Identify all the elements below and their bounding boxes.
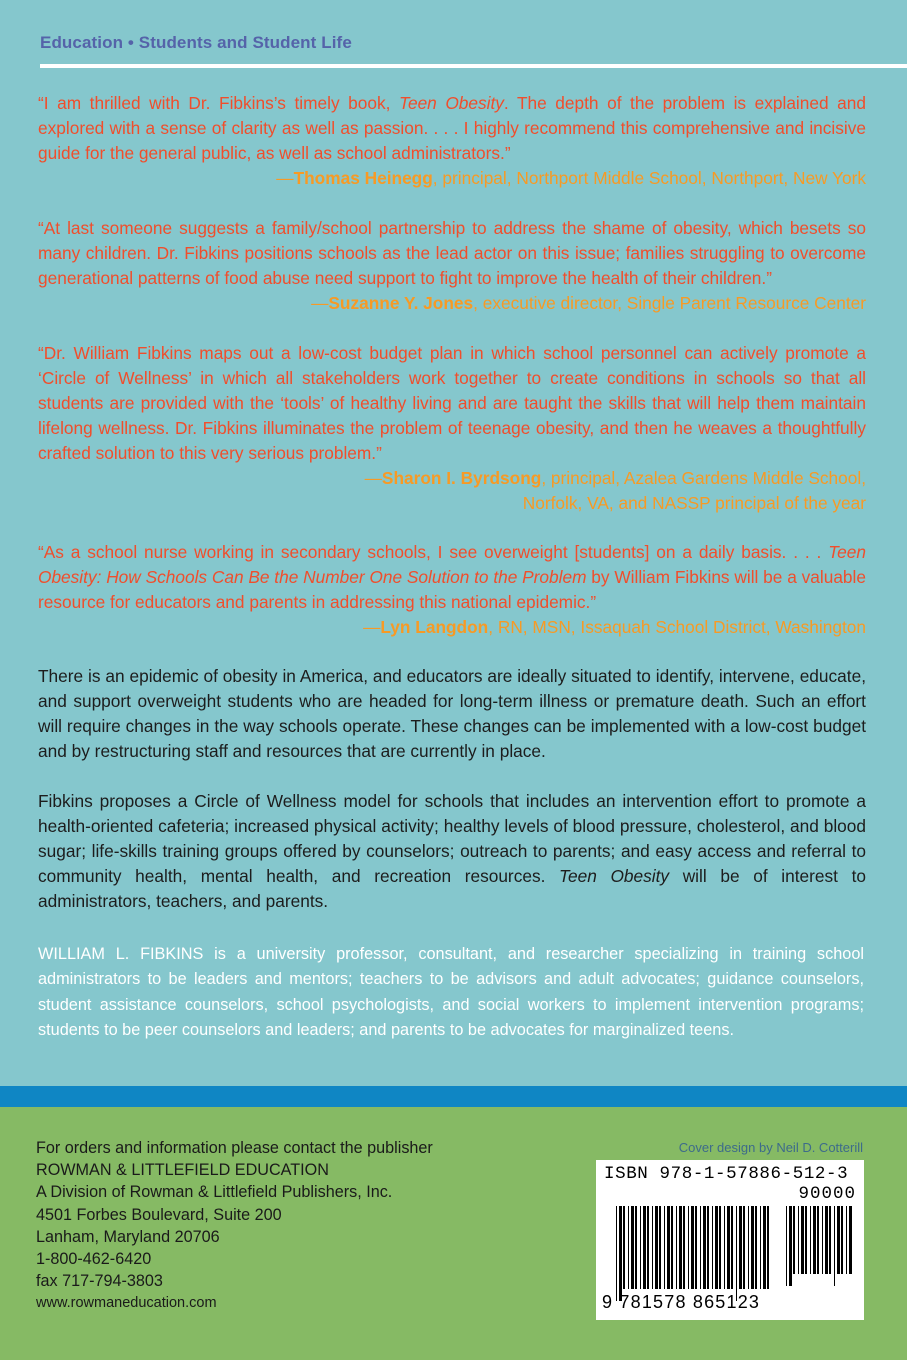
barcode-bar — [631, 1206, 634, 1289]
barcode-bar — [817, 1206, 819, 1274]
barcode-bar — [748, 1206, 749, 1289]
barcode-bar — [643, 1206, 646, 1289]
publisher-website: www.rowmaneducation.com — [36, 1295, 217, 1312]
quote-author: Thomas Heinegg — [293, 168, 433, 188]
barcode-bar — [635, 1206, 637, 1289]
barcode-bar — [736, 1206, 737, 1301]
barcode-bar — [659, 1206, 661, 1289]
barcode-digits: 9 781578 865123 — [602, 1292, 761, 1312]
barcode-bar — [616, 1206, 617, 1301]
quote-text: “I am thrilled with Dr. Fibkins’s timely book, — [38, 93, 399, 113]
quote-text: by William Fibkins will be a valuable resource for educators and parents in addressing this national epidemic.” — [38, 567, 866, 612]
publisher-info — [36, 1137, 433, 1315]
publisher-address: 4501 Forbes Boulevard, Suite 200 — [36, 1205, 282, 1224]
book-title: Teen Obesity — [559, 866, 670, 886]
barcode-bar — [810, 1206, 811, 1274]
quote-author-role: , executive director, Single Parent Resource Center — [473, 293, 866, 313]
barcode-bar — [743, 1206, 745, 1289]
barcode-bar — [724, 1206, 725, 1289]
barcode-bar — [667, 1206, 670, 1289]
author-bio — [38, 942, 864, 1043]
header-rule — [40, 64, 907, 68]
quote-2 — [38, 216, 866, 316]
barcode-bar — [655, 1206, 658, 1289]
quote-3 — [38, 341, 866, 516]
isbn-barcode — [596, 1160, 864, 1320]
addon-barcode-bars — [784, 1206, 854, 1301]
barcode-bar — [841, 1206, 843, 1274]
quote-author: Lyn Langdon — [380, 617, 489, 637]
barcode-bar — [719, 1206, 721, 1289]
quote-author-role: , principal, Northport Middle School, Northport, New York — [432, 168, 866, 188]
barcode-bar — [837, 1206, 840, 1274]
quote-text: . The depth of the problem is explained and explored with a sense of clarity as well as passion. . . . I highly recommend this comprehensive and incisive guide for the general public, as well as school administrators.” — [38, 93, 866, 163]
barcode-bar — [731, 1206, 733, 1289]
quote-author-role-line2: Norfolk, VA, and NASSP principal of the year — [522, 493, 866, 513]
quote-book-title: Teen Obesity — [398, 93, 504, 113]
description-paragraph-2: Fibkins proposes a Circle of Wellness model for schools that includes an intervention effort to promote a health-oriented cafeteria; increased physical activity; healthy levels of blood pressure, cholesterol, and blood sugar; life-skills training groups offered by counselors; outreach to parents; and easy access and referral to community health, mental health, and recreation resources. Teen Obesity will be of interest to administrators, teachers, and parents. — [38, 791, 866, 911]
quote-author-role: , RN, MSN, Issaquah School District, Washington — [488, 617, 866, 637]
quote-1 — [38, 91, 866, 191]
barcode-bar — [829, 1206, 831, 1274]
barcode-bar — [805, 1206, 807, 1274]
barcode-bar — [793, 1206, 795, 1274]
barcode-bar — [822, 1206, 823, 1274]
quote-author: Suzanne Y. Jones — [328, 293, 474, 313]
cover-credit: Cover design by Neil D. Cotterill — [678, 1140, 863, 1155]
barcode-bar — [846, 1206, 847, 1274]
barcode-bar — [691, 1206, 694, 1289]
barcode-bar — [623, 1206, 625, 1289]
barcode-bar — [813, 1206, 816, 1274]
barcode-bar — [619, 1206, 622, 1301]
quote-text: “Dr. William Fibkins maps out a low-cost budget plan in which school personnel can actively promote a ‘Circle of Wellness’ in which all stakeholders work together to create conditions in schools so that all students are provided with the ‘tools’ of healthy living and are taught the skills that will help them maintain lifelong wellness. Dr. Fibkins illuminates the problem of teenage obesity, and then he weaves a thoughtfully crafted solution to this very serious problem.” — [38, 343, 866, 463]
barcode-bar — [676, 1206, 677, 1289]
quote-text: “At last someone suggests a family/school partnership to address the shame of obesity, which besets so many children. Dr. Fibkins positions schools as the lead actor on this issue; families struggling to overcome generational patterns of food abuse need support to fight to improve the health of their children.” — [38, 218, 866, 288]
barcode-bar — [679, 1206, 682, 1289]
barcode-bar — [760, 1206, 761, 1289]
divider-band — [0, 1086, 907, 1107]
quote-attribution: —Sharon I. Byrdsong, principal, Azalea Gardens Middle School, — [364, 468, 866, 488]
barcode-bar — [695, 1206, 697, 1289]
barcode-bar — [712, 1206, 713, 1289]
barcode-bar — [763, 1206, 766, 1289]
barcode-bar — [671, 1206, 673, 1289]
quote-author: Sharon I. Byrdsong — [381, 468, 542, 488]
barcode-bar — [664, 1206, 665, 1289]
barcode-bar — [789, 1206, 792, 1286]
quote-book-title: Teen Obesity: How Schools Can Be the Number One Solution to the Problem — [38, 542, 866, 587]
barcode-bar — [703, 1206, 706, 1289]
author-bio-text: is a university professor, consultant, and researcher specializing in training school administrators to be leaders and mentors; teachers to be advisors and adult advocates; guidance counselors, student assistance counselors, school psychologists, and social workers to implement intervention programs; students to be peer counselors and leaders; and parents to be advocates for marginalized teens. — [38, 945, 864, 1039]
category-heading: Education • Students and Student Life — [40, 33, 352, 52]
barcode-bar — [834, 1206, 835, 1286]
barcode-bar — [801, 1206, 804, 1274]
publisher-city: Lanham, Maryland 20706 — [36, 1227, 220, 1246]
barcode-bar — [640, 1206, 641, 1289]
publisher-phone: 1-800-462-6420 — [36, 1250, 152, 1269]
barcode-bar — [727, 1206, 730, 1289]
publisher-name: ROWMAN & LITTLEFIELD EDUCATION — [36, 1161, 329, 1180]
isbn-number: ISBN 978-1-57886-512-3 — [604, 1164, 849, 1184]
barcode-bar — [700, 1206, 701, 1289]
barcode-bars — [614, 1206, 774, 1301]
description-paragraph-1: There is an epidemic of obesity in America, and educators are ideally situated to identify, intervene, educate, and support overweight students who are headed for long-term illness or premature death. Such an effort will require changes in the way schools operate. These changes can be implemented with a low-cost budget and by restructuring staff and resources that are currently in place. — [38, 666, 866, 761]
quote-attribution: —Suzanne Y. Jones, executive director, Single Parent Resource Center — [311, 293, 866, 313]
publisher-contact-line: For orders and information please contact the publisher — [36, 1139, 433, 1157]
barcode-bar — [628, 1206, 629, 1289]
author-name: WILLIAM L. FIBKINS — [38, 945, 204, 963]
barcode-bar — [707, 1206, 709, 1289]
barcode-bar — [647, 1206, 649, 1289]
quote-text: “As a school nurse working in secondary schools, I see overweight [students] on a daily basis. . . . — [38, 542, 829, 562]
barcode-bar — [825, 1206, 828, 1274]
barcode-bar — [715, 1206, 718, 1289]
quote-4 — [38, 540, 866, 640]
barcode-bar — [755, 1206, 757, 1289]
barcode-bar — [767, 1206, 769, 1289]
barcode-bar — [751, 1206, 754, 1289]
barcode-bar — [739, 1206, 742, 1289]
barcode-bar — [688, 1206, 689, 1289]
barcode-bar — [652, 1206, 653, 1289]
barcode-bar — [786, 1206, 787, 1286]
publisher-division: A Division of Rowman & Littlefield Publishers, Inc. — [36, 1183, 393, 1202]
barcode-bar — [798, 1206, 799, 1274]
barcode-bar — [683, 1206, 685, 1289]
quote-attribution: —Lyn Langdon, RN, MSN, Issaquah School District, Washington — [363, 617, 866, 637]
price-addon-code: 90000 — [798, 1184, 856, 1204]
quote-author-role: , principal, Azalea Gardens Middle School, — [541, 468, 866, 488]
barcode-bar — [849, 1206, 852, 1274]
publisher-fax: fax 717-794-3803 — [36, 1272, 163, 1291]
quote-attribution: —Thomas Heinegg, principal, Northport Middle School, Northport, New York — [276, 168, 866, 188]
